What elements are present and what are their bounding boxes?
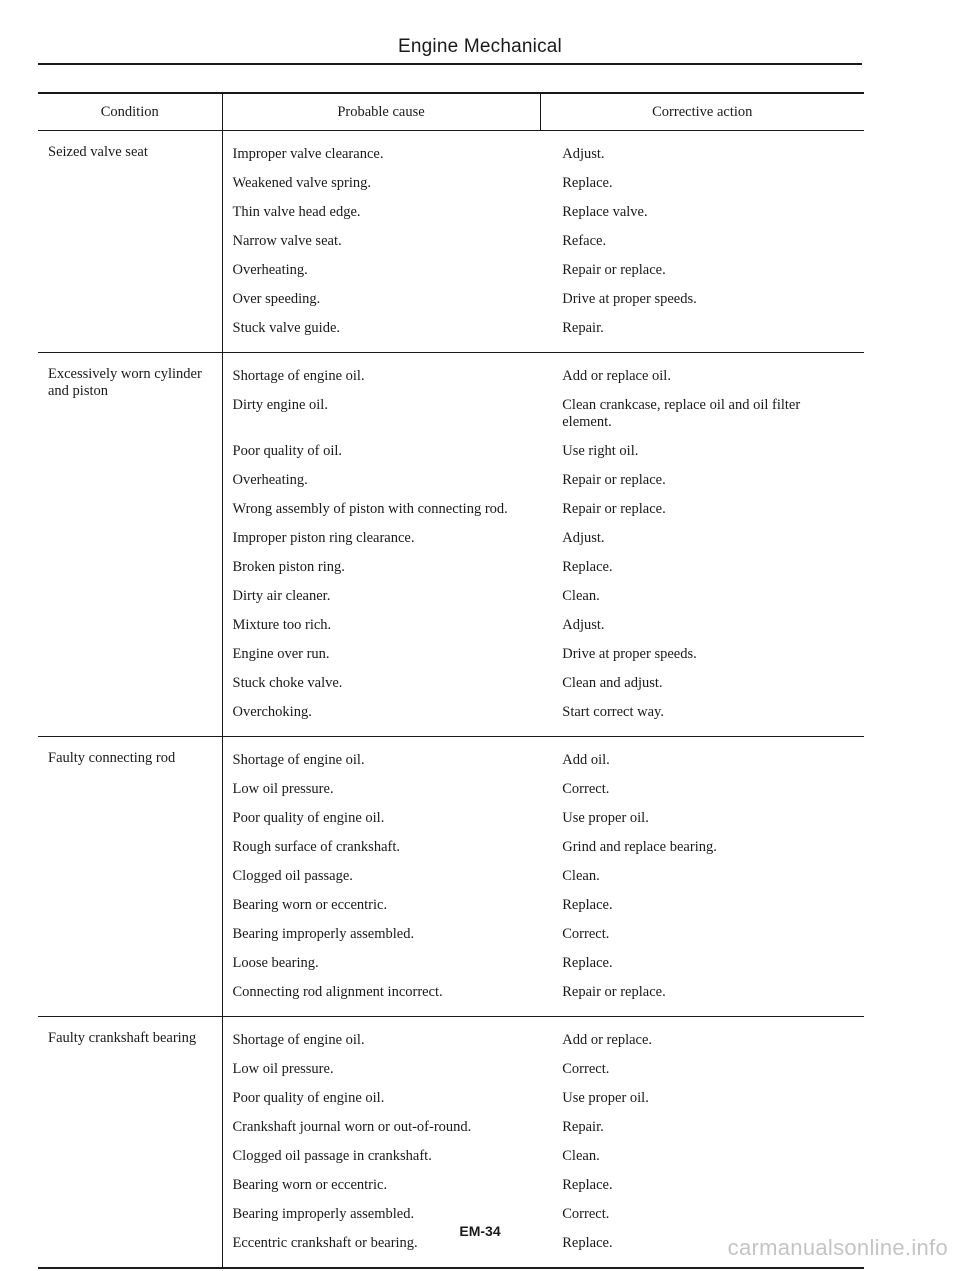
list-item: [223, 832, 865, 861]
corrective-action-text: Clean.: [562, 588, 600, 604]
cause-action-list: [223, 131, 865, 352]
probable-cause-text: Over speeding.: [232, 291, 321, 307]
condition-group: [38, 737, 864, 1017]
condition-cell: Excessively worn cylinder and piston: [48, 366, 202, 399]
probable-cause-text: Rough surface of crankshaft.: [232, 839, 400, 855]
header-probable-cause: Probable cause: [222, 93, 540, 131]
corrective-action-text: Correct.: [562, 926, 610, 942]
probable-cause-text: Improper piston ring clearance.: [232, 530, 415, 546]
list-item: [223, 1112, 865, 1141]
probable-cause-text: Improper valve clearance.: [232, 146, 384, 162]
header-corrective-action: Corrective action: [540, 93, 864, 131]
corrective-action-text: Repair.: [562, 1119, 604, 1135]
condition-cell: Faulty crankshaft bearing: [48, 1030, 197, 1046]
condition-cell: Seized valve seat: [48, 144, 148, 160]
probable-cause-text: Bearing worn or eccentric.: [232, 897, 388, 913]
list-item: [223, 255, 865, 284]
probable-cause-text: Poor quality of oil.: [232, 443, 343, 459]
list-item: [223, 581, 865, 610]
probable-cause-text: Wrong assembly of piston with connecting rod.: [232, 501, 508, 517]
probable-cause-text: Bearing improperly assembled.: [232, 1206, 415, 1222]
probable-cause-text: Overheating.: [232, 262, 308, 278]
corrective-action-text: Correct.: [562, 781, 610, 797]
probable-cause-text: Dirty air cleaner.: [232, 588, 331, 604]
probable-cause-text: Narrow valve seat.: [232, 233, 342, 249]
corrective-action-text: Repair or replace.: [562, 262, 666, 278]
list-item: [223, 168, 865, 197]
list-item: [223, 610, 865, 639]
page-number: EM-34: [459, 1223, 501, 1239]
corrective-action-text: Clean and adjust.: [562, 675, 663, 691]
list-item: [223, 774, 865, 803]
corrective-action-text: Replace.: [562, 955, 613, 971]
probable-cause-text: Mixture too rich.: [232, 617, 332, 633]
probable-cause-text: Crankshaft journal worn or out-of-round.: [232, 1119, 472, 1135]
corrective-action-text: Clean.: [562, 868, 600, 884]
probable-cause-text: Poor quality of engine oil.: [232, 1090, 385, 1106]
list-item: [223, 1170, 865, 1199]
corrective-action-text: Replace.: [562, 559, 613, 575]
corrective-action-text: Replace.: [562, 1177, 613, 1193]
condition-cell: Faulty connecting rod: [48, 750, 176, 766]
probable-cause-text: Thin valve head edge.: [232, 204, 361, 220]
corrective-action-text: Reface.: [562, 233, 607, 249]
corrective-action-text: Correct.: [562, 1206, 610, 1222]
list-item: [223, 313, 865, 342]
cause-action-cell: [222, 737, 864, 1017]
list-item: [223, 890, 865, 919]
corrective-action-text: Adjust.: [562, 146, 605, 162]
list-item: [223, 1141, 865, 1170]
corrective-action-text: Clean crankcase, replace oil and oil filter element.: [562, 397, 801, 430]
list-item: [223, 197, 865, 226]
list-item: [223, 523, 865, 552]
list-item: [223, 1025, 865, 1054]
list-item: [223, 361, 865, 390]
corrective-action-text: Drive at proper speeds.: [562, 291, 697, 307]
probable-cause-text: Shortage of engine oil.: [232, 1032, 365, 1048]
corrective-action-text: Start correct way.: [562, 704, 664, 720]
corrective-action-text: Repair or replace.: [562, 472, 666, 488]
troubleshooting-table: [38, 92, 864, 1269]
probable-cause-text: Overchoking.: [232, 704, 312, 720]
list-item: [223, 226, 865, 255]
probable-cause-text: Shortage of engine oil.: [232, 368, 365, 384]
corrective-action-text: Correct.: [562, 1061, 610, 1077]
list-item: [223, 948, 865, 977]
corrective-action-text: Grind and replace bearing.: [562, 839, 717, 855]
condition-group: [38, 131, 864, 353]
cause-action-list: [223, 353, 865, 736]
header-condition: Condition: [100, 103, 159, 120]
list-item: [223, 977, 865, 1006]
probable-cause-text: Broken piston ring.: [232, 559, 345, 575]
probable-cause-text: Weakened valve spring.: [232, 175, 372, 191]
probable-cause-text: Clogged oil passage in crankshaft.: [232, 1148, 432, 1164]
corrective-action-text: Replace.: [562, 175, 613, 191]
cause-action-cell: [222, 131, 864, 353]
probable-cause-text: Poor quality of engine oil.: [232, 810, 385, 826]
list-item: [223, 494, 865, 523]
corrective-action-text: Replace valve.: [562, 204, 648, 220]
probable-cause-text: Bearing worn or eccentric.: [232, 1177, 388, 1193]
page-title: Engine Mechanical: [398, 36, 562, 57]
probable-cause-text: Low oil pressure.: [232, 781, 334, 797]
list-item: [223, 639, 865, 668]
probable-cause-text: Stuck choke valve.: [232, 675, 343, 691]
list-item: [223, 745, 865, 774]
list-item: [223, 861, 865, 890]
corrective-action-text: Repair or replace.: [562, 501, 666, 517]
probable-cause-text: Dirty engine oil.: [232, 397, 328, 413]
corrective-action-text: Adjust.: [562, 617, 605, 633]
list-item: [223, 552, 865, 581]
corrective-action-text: Add or replace oil.: [562, 368, 671, 384]
list-item: [223, 1083, 865, 1112]
corrective-action-text: Repair.: [562, 320, 604, 336]
probable-cause-text: Bearing improperly assembled.: [232, 926, 415, 942]
corrective-action-text: Use right oil.: [562, 443, 639, 459]
probable-cause-text: Stuck valve guide.: [232, 320, 341, 336]
watermark-text: carmanualsonline.info: [727, 1235, 948, 1260]
corrective-action-text: Add oil.: [562, 752, 610, 768]
probable-cause-text: Loose bearing.: [232, 955, 319, 971]
list-item: [223, 284, 865, 313]
list-item: [223, 465, 865, 494]
corrective-action-text: Use proper oil.: [562, 1090, 649, 1106]
corrective-action-text: Replace.: [562, 1235, 613, 1251]
corrective-action-text: Repair or replace.: [562, 984, 666, 1000]
list-item: [223, 139, 865, 168]
probable-cause-text: Eccentric crankshaft or bearing.: [232, 1235, 418, 1251]
list-item: [223, 668, 865, 697]
probable-cause-text: Low oil pressure.: [232, 1061, 334, 1077]
probable-cause-text: Clogged oil passage.: [232, 868, 353, 884]
list-item: [223, 803, 865, 832]
corrective-action-text: Add or replace.: [562, 1032, 653, 1048]
cause-action-cell: [222, 353, 864, 737]
corrective-action-text: Adjust.: [562, 530, 605, 546]
corrective-action-text: Replace.: [562, 897, 613, 913]
condition-group: [38, 353, 864, 737]
corrective-action-text: Drive at proper speeds.: [562, 646, 697, 662]
title-rule: [38, 63, 862, 65]
probable-cause-text: Shortage of engine oil.: [232, 752, 365, 768]
list-item: [223, 436, 865, 465]
cause-action-list: [223, 737, 865, 1016]
probable-cause-text: Overheating.: [232, 472, 308, 488]
corrective-action-text: Clean.: [562, 1148, 600, 1164]
list-item: [223, 1054, 865, 1083]
list-item: [223, 390, 865, 436]
table-body: [38, 131, 864, 1269]
table-header: [38, 93, 864, 131]
corrective-action-text: Use proper oil.: [562, 810, 649, 826]
list-item: [223, 919, 865, 948]
list-item: [223, 697, 865, 726]
probable-cause-text: Engine over run.: [232, 646, 330, 662]
probable-cause-text: Connecting rod alignment incorrect.: [232, 984, 443, 1000]
header-row: [38, 93, 864, 131]
